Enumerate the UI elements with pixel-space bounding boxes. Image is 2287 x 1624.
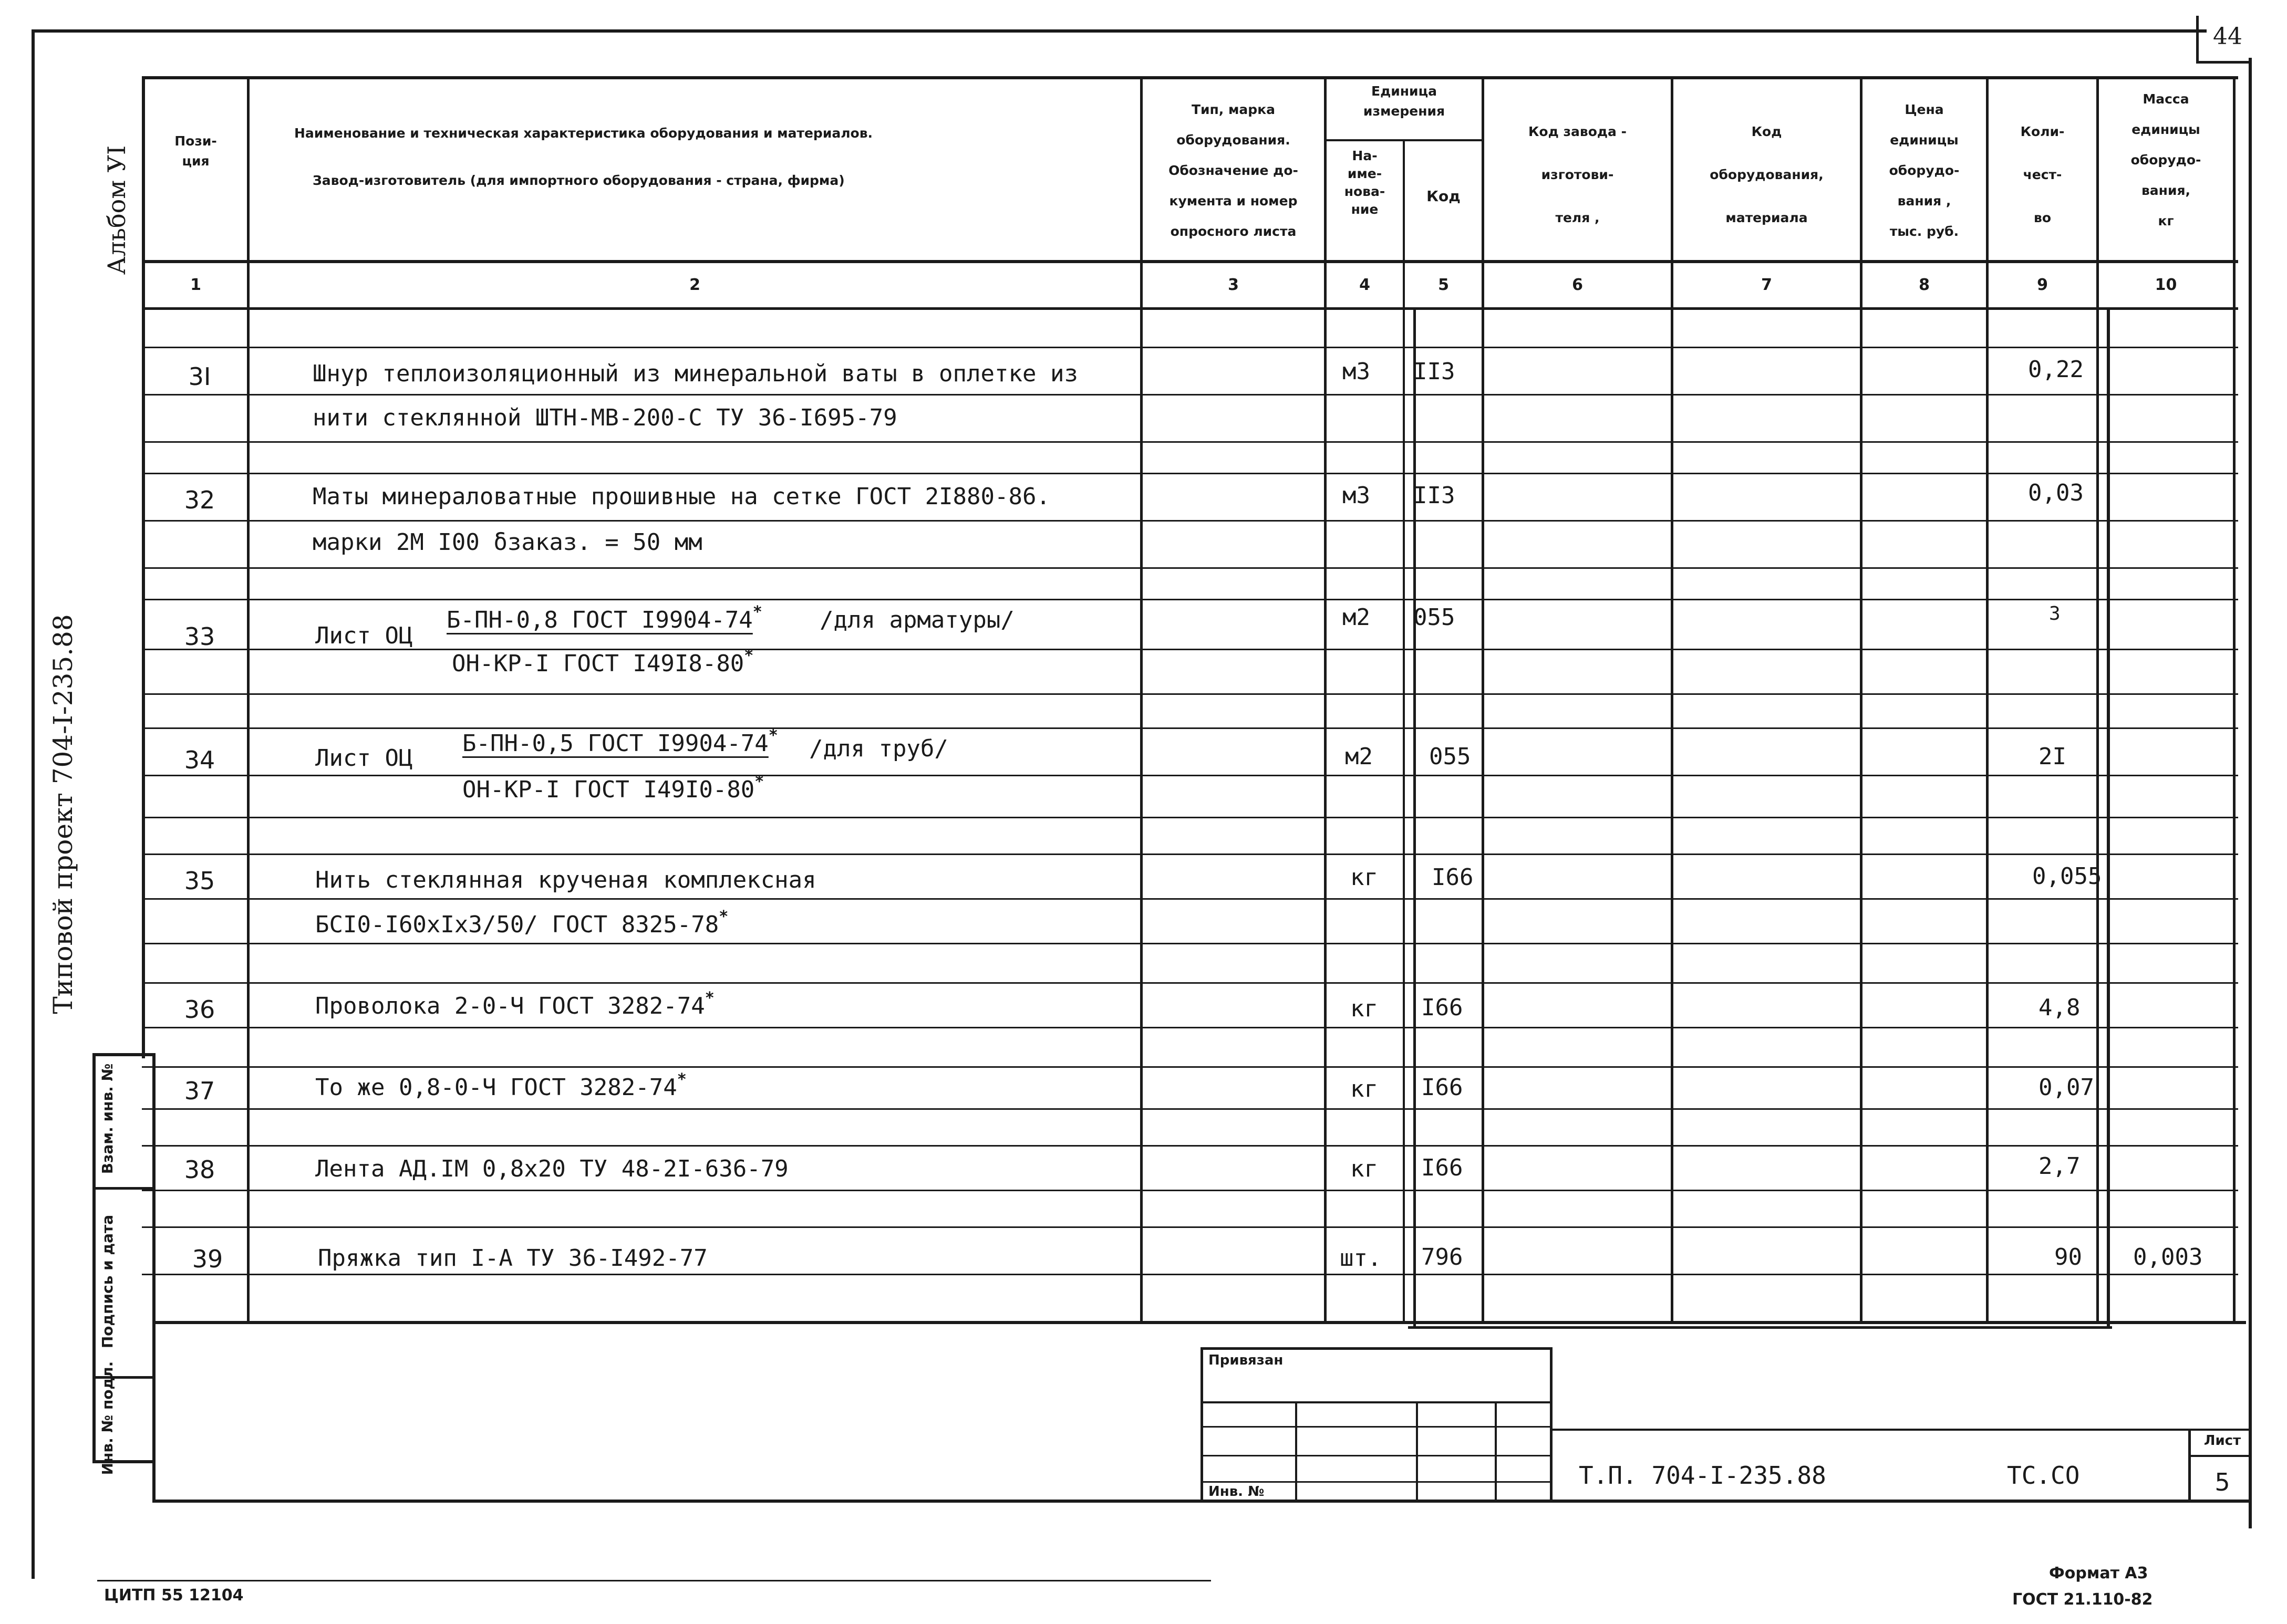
row-unit: м2 <box>1342 604 1370 631</box>
row-name-line1: Нить стеклянная крученая комплексная <box>315 867 816 893</box>
row-quantity: 2,7 <box>2038 1153 2081 1180</box>
project-label: Типовой проект 704-I-235.88 <box>48 614 78 1014</box>
row-name-line1-text: Проволока 2-0-Ч ГОСТ 3282-74 <box>315 993 705 1019</box>
row-unit: кг <box>1350 1076 1378 1102</box>
header-unit: Единица измерения <box>1363 84 1445 119</box>
stamp-sheet-divider <box>2188 1455 2251 1457</box>
table-top-line <box>142 76 2238 79</box>
asterisk-mark: * <box>719 908 729 926</box>
linked-box-row1 <box>1201 1401 1553 1403</box>
row-name-line1: Шнур теплоизоляционный из минеральной ваты в оплетке из <box>313 360 1078 387</box>
row-quantity: 0,07 <box>2038 1074 2094 1101</box>
row-code: II3 <box>1413 482 1455 509</box>
row-name-line1-text: То же 0,8-0-Ч ГОСТ 3282-74 <box>315 1074 677 1101</box>
header-material-code: Код оборудования, материала <box>1710 124 1824 225</box>
row-name-fraction-top <box>462 726 778 757</box>
row-unit: кг <box>1350 995 1378 1022</box>
row-code: 055 <box>1413 604 1455 631</box>
row-name-fraction-bottom <box>452 647 754 677</box>
page-number-top: 44 <box>2213 23 2242 50</box>
row-name-line2: марки 2М I00 δзаказ. = 50 мм <box>313 529 702 556</box>
footer-left-code: ЦИТП 55 12104 <box>104 1586 244 1605</box>
row-quantity: 4,8 <box>2038 994 2081 1021</box>
table-bottom-line <box>155 1321 2246 1324</box>
linked-box-col3 <box>1495 1401 1497 1501</box>
row-name-line1 <box>315 1070 687 1101</box>
row-mass: 0,003 <box>2133 1244 2203 1271</box>
header-unit-name: На- име- нова- ние <box>1344 148 1385 217</box>
stamp-replace-inv: Взам. инв. № <box>99 1063 116 1174</box>
album-label: Альбом УI <box>102 145 131 275</box>
header-quantity: Коли- чест- во <box>2020 124 2065 225</box>
fraction-bottom-text: ОН-КР-I ГОСТ I49I0-80 <box>462 776 755 803</box>
row-position: 38 <box>184 1155 215 1184</box>
row-position: 3I <box>188 362 211 391</box>
row-position: 37 <box>184 1077 215 1105</box>
footer-gost: ГОСТ 21.110-82 <box>2012 1590 2153 1609</box>
numbers-bottom-line <box>142 307 2238 310</box>
stamp-sheet-number: 5 <box>2214 1468 2230 1496</box>
stamp-signature-date: Подпись и дата <box>99 1214 116 1349</box>
frame-left-line <box>32 29 35 1579</box>
header-factory-code: Код завода - изготови- теля , <box>1528 124 1627 225</box>
linked-box-row3 <box>1201 1455 1553 1456</box>
row-name-fraction-top <box>447 603 762 633</box>
row-position: 35 <box>184 867 215 895</box>
page-box-left <box>2196 16 2199 63</box>
table-bottom-line-2 <box>1408 1326 2112 1329</box>
header-bottom-line <box>142 260 2238 263</box>
row-unit: кг <box>1350 1155 1378 1182</box>
footer-line <box>97 1580 1211 1581</box>
stamp-sheet-left-line <box>2188 1429 2191 1502</box>
stamp-inv-label: Инв. № <box>1208 1484 1265 1500</box>
footer-format: Формат А3 <box>2049 1564 2148 1583</box>
page-box-bottom <box>2196 61 2252 64</box>
asterisk-mark: * <box>744 647 754 665</box>
fraction-top-text: Б-ПН-0,8 ГОСТ I9904-74 <box>447 607 753 633</box>
header-mass: Масса единицы оборудо- вания, кг <box>2130 91 2201 228</box>
row-position: 34 <box>184 746 215 774</box>
row-quantity: 3 <box>2049 603 2061 624</box>
stamp-sheet-label: Лист <box>2203 1433 2241 1449</box>
asterisk-mark: * <box>705 989 715 1007</box>
col-number-6: 6 <box>1572 276 1583 294</box>
linked-box-col2 <box>1416 1401 1418 1501</box>
row-name-line1: Маты минераловатные прошивные на сетке ГОСТ 2I880-86. <box>313 483 1050 510</box>
row-quantity: 2I <box>2038 743 2066 770</box>
col-number-2: 2 <box>689 276 700 294</box>
row-unit: шт. <box>1340 1245 1382 1272</box>
row-position: 33 <box>184 622 215 651</box>
row-unit: м3 <box>1342 482 1370 509</box>
row-name-suffix: /для арматуры/ <box>820 607 1015 633</box>
row-name-prefix: Лист ОЦ <box>315 745 413 772</box>
header-price: Цена единицы оборудо- вания , тыс. руб. <box>1889 102 1960 239</box>
col-number-10: 10 <box>2155 276 2177 294</box>
fraction-bottom-text: ОН-КР-I ГОСТ I49I8-80 <box>452 650 744 677</box>
row-name-line1 <box>315 989 715 1019</box>
row-code: 796 <box>1421 1244 1463 1271</box>
frame-right-line <box>2249 58 2252 1528</box>
fraction-top-text: Б-ПН-0,5 ГОСТ I9904-74 <box>462 730 769 757</box>
linked-box-top <box>1201 1347 1553 1350</box>
col-number-9: 9 <box>2037 276 2048 294</box>
row-name-fraction-bottom <box>462 773 764 803</box>
row-quantity: 0,22 <box>2028 356 2084 383</box>
linked-box-left <box>1201 1347 1203 1502</box>
stamp-title-top-line <box>1550 1429 2251 1431</box>
row-code: I66 <box>1432 864 1474 891</box>
row-position: 36 <box>184 995 215 1024</box>
row-name-line1: Пряжка тип I-А ТУ 36-I492-77 <box>318 1245 708 1272</box>
row-unit: кг <box>1350 864 1378 891</box>
frame-top-line <box>32 29 2207 33</box>
linked-box-row2 <box>1201 1426 1553 1428</box>
col-number-7: 7 <box>1761 276 1772 294</box>
row-name-line2 <box>315 908 729 938</box>
row-code: I66 <box>1421 1154 1463 1181</box>
row-quantity: 0,055 <box>2032 863 2102 890</box>
row-name-prefix: Лист ОЦ <box>315 622 413 649</box>
stamp-inv-orig: Инв. № подл. <box>99 1361 116 1475</box>
row-quantity: 0,03 <box>2028 480 2084 506</box>
row-code: I66 <box>1421 1074 1463 1101</box>
row-position: 39 <box>192 1245 223 1273</box>
header-position: Пози- ция <box>174 133 217 169</box>
asterisk-mark: * <box>768 726 778 745</box>
stamp-title-left-line <box>1550 1429 1553 1502</box>
col-number-1: 1 <box>190 276 201 294</box>
header-unit-code: Код <box>1426 188 1461 205</box>
row-name-line2-text: БСI0-I60хIх3/50/ ГОСТ 8325-78 <box>315 911 719 938</box>
linked-box-row4 <box>1201 1481 1553 1483</box>
asterisk-mark: * <box>677 1070 687 1089</box>
row-quantity: 90 <box>2054 1244 2082 1271</box>
linked-box-right <box>1550 1347 1553 1429</box>
row-name-line2: нити стеклянной ШТН-МВ-200-С ТУ 36-I695-79 <box>313 404 897 431</box>
row-code: 055 <box>1429 743 1471 770</box>
row-code: I66 <box>1421 994 1463 1021</box>
row-unit: м3 <box>1342 358 1370 385</box>
stamp-linked-label: Привязан <box>1208 1352 1284 1368</box>
row-code: II3 <box>1413 358 1455 385</box>
col-number-3: 3 <box>1228 276 1239 294</box>
stamp-doc-code: Т.П. 704-I-235.88 <box>1579 1461 1826 1490</box>
row-name-line1: Лента АД.IМ 0,8х20 ТУ 48-2I-636-79 <box>315 1155 789 1182</box>
header-type: Тип, марка оборудования. Обозначение до- кумента и номер опросного листа <box>1168 102 1298 239</box>
stamp-sheet-code: ТС.СО <box>2007 1461 2080 1490</box>
asterisk-mark: * <box>752 603 762 621</box>
col-number-5: 5 <box>1438 276 1449 294</box>
row-name-suffix: /для труб/ <box>809 735 948 762</box>
col-number-8: 8 <box>1919 276 1930 294</box>
linked-box-col1 <box>1295 1401 1297 1501</box>
row-unit: м2 <box>1345 743 1373 770</box>
header-name-line2: Завод-изготовитель (для импортного оборудования - страна, фирма) <box>313 173 845 188</box>
col-number-4: 4 <box>1359 276 1370 294</box>
asterisk-mark: * <box>754 773 764 791</box>
row-position: 32 <box>184 486 215 514</box>
header-name-line1: Наименование и техническая характеристика оборудования и материалов. <box>294 126 873 141</box>
